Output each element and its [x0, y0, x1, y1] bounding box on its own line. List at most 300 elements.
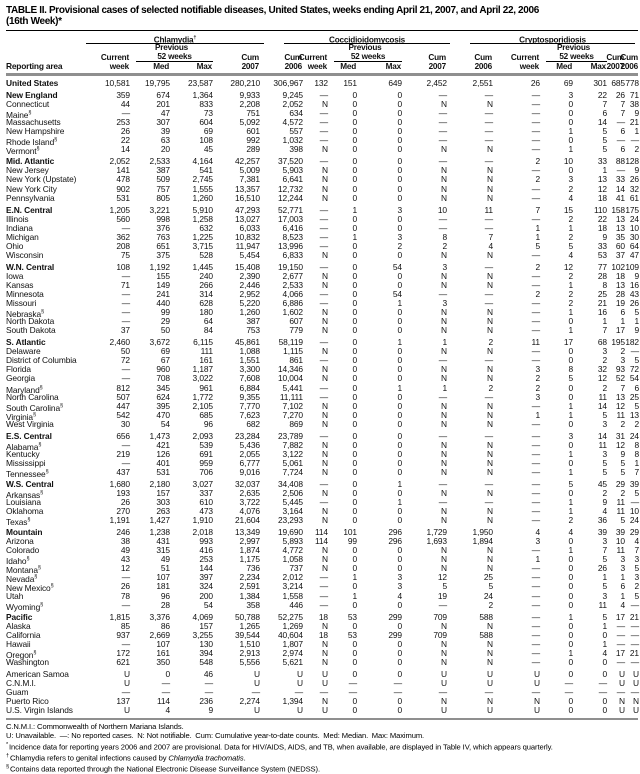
cell: 21 [629, 611, 639, 622]
cell: 0 [568, 439, 573, 450]
cell: 21 [597, 298, 607, 309]
cell: 0 [352, 497, 357, 508]
cell: 24 [629, 213, 639, 224]
footnote-text: Contains data reported through the National Electronic Disease Surveillance System (NEDSS). [9, 764, 320, 774]
cell: 2,997 [239, 536, 260, 547]
cell: N [487, 409, 493, 420]
cell: 1,555 [192, 183, 213, 194]
cell: 7 [634, 545, 639, 556]
cell: N [487, 696, 493, 707]
cell: 737 [289, 563, 303, 574]
cell: N [487, 279, 493, 290]
cell: 0 [568, 705, 573, 716]
cell: 937 [116, 629, 130, 640]
cell: — [484, 478, 493, 489]
cell: 5 [634, 355, 639, 366]
cell: 4 [634, 536, 639, 547]
cell: U [487, 677, 493, 688]
cell: 15 [563, 204, 573, 215]
cell: — [531, 400, 540, 411]
cell: 478 [116, 174, 130, 185]
row-label [6, 658, 94, 667]
cell: — [531, 629, 540, 640]
cell: 11 [598, 391, 607, 402]
cell: 359 [116, 90, 130, 101]
cell: 1,175 [239, 554, 260, 565]
cell: U [254, 677, 260, 688]
cell: — [531, 355, 540, 366]
cell: 3 [568, 430, 573, 441]
cell: 395 [156, 400, 170, 411]
cell: 69 [160, 346, 170, 357]
cell: — [319, 213, 328, 224]
cell: 5,092 [239, 117, 260, 128]
column-header-max [573, 62, 607, 71]
row-label [6, 100, 94, 109]
cell: 69 [563, 78, 573, 88]
column-header-2007 [402, 62, 447, 71]
cell: 4 [602, 647, 607, 658]
cell: 6,884 [239, 382, 260, 393]
cell: 1 [535, 222, 540, 233]
cell: 0 [397, 192, 402, 203]
cell: 5,445 [282, 497, 303, 508]
footnote-provisional [6, 741, 634, 752]
cell: N [441, 99, 447, 110]
row-label [6, 194, 94, 203]
cell: 4 [568, 249, 573, 260]
cell: 1 [634, 316, 639, 327]
cell: 685 [611, 78, 625, 88]
row-label [6, 601, 94, 612]
cell: 25 [597, 289, 607, 300]
column-header-2007-label: 2007 [606, 62, 624, 71]
cell: 14,346 [277, 364, 303, 375]
cell: 0 [352, 418, 357, 429]
cell: — [438, 391, 447, 402]
cell: 0 [568, 554, 573, 565]
column-header-current [493, 52, 540, 62]
cell: 1,258 [192, 213, 213, 224]
column-group-sup: † [193, 35, 197, 41]
cell: 155 [156, 270, 170, 281]
row-label [6, 468, 94, 479]
cell: 29 [160, 316, 170, 327]
cell: 539 [199, 439, 213, 450]
column-group-label: Cryptosporidiosis [519, 35, 586, 45]
cell: N [487, 307, 493, 318]
cell: 22 [597, 213, 607, 224]
cell: 7,724 [282, 466, 303, 477]
cell: 47 [629, 249, 639, 260]
cell: 37 [615, 249, 625, 260]
cell: — [204, 687, 213, 697]
cell: 560 [116, 213, 130, 224]
cell: — [484, 135, 493, 146]
cell: 1,894 [472, 536, 493, 547]
column-header-max-label: Max [196, 62, 212, 71]
cell: 1 [535, 554, 540, 565]
cell: — [319, 590, 328, 601]
row-label [6, 145, 94, 156]
cell: — [531, 307, 540, 318]
cell: 17 [615, 611, 625, 622]
cell: 362 [116, 231, 130, 242]
cell: — [531, 192, 540, 203]
cell: 26 [120, 497, 130, 508]
cell: N [534, 696, 540, 707]
row-label-text: E.S. Central [6, 430, 52, 441]
cell: 22 [597, 90, 607, 101]
cell: 23,293 [277, 515, 303, 526]
cell: 6,886 [282, 298, 303, 309]
cell: 2,208 [239, 99, 260, 110]
cell: 17 [615, 647, 625, 658]
row-label-text: Wyoming [6, 601, 41, 612]
cell: N [441, 174, 447, 185]
cell: — [348, 677, 357, 688]
cell: 0 [397, 325, 402, 336]
cell: 5 [634, 400, 639, 411]
cell: 2,591 [239, 581, 260, 592]
column-header-2006 [447, 62, 493, 71]
cell: — [484, 355, 493, 366]
cell: 0 [352, 705, 357, 716]
cell: 10 [615, 536, 625, 547]
cell: 0 [352, 165, 357, 176]
row-label-text: Delaware [6, 346, 41, 357]
cell: 0 [397, 599, 402, 610]
cell: 1 [602, 620, 607, 631]
cell: 126 [156, 448, 170, 459]
cell: 2,105 [192, 400, 213, 411]
cell: N [441, 506, 447, 517]
cell: 2 [568, 270, 573, 281]
cell: 12 [597, 183, 607, 194]
cell: 11 [616, 545, 625, 556]
cell: 5 [488, 581, 493, 592]
cell: 93 [615, 364, 625, 375]
cell: 0 [352, 581, 357, 592]
row-label-sup: § [26, 556, 30, 563]
cell: 4 [397, 590, 402, 601]
cell: 33 [615, 174, 625, 185]
cell: 9 [634, 325, 639, 336]
cell: 993 [199, 536, 213, 547]
cell: 437 [116, 466, 130, 477]
cell: 200 [199, 590, 213, 601]
cell: 12 [597, 373, 607, 384]
cell: 2 [488, 337, 493, 348]
cell: — [616, 629, 625, 640]
cell: 17 [563, 337, 573, 348]
cell: N [487, 457, 493, 468]
cell: 25 [483, 572, 493, 583]
cell: 18 [597, 222, 607, 233]
cell: 632 [199, 222, 213, 233]
cell: 0 [352, 90, 357, 101]
cell: 2 [488, 382, 493, 393]
table-body [6, 79, 640, 715]
cell: 1,729 [426, 527, 447, 538]
cell: U [297, 705, 303, 716]
cell: 757 [156, 183, 170, 194]
cell: 4 [165, 705, 170, 716]
cell: 3 [602, 346, 607, 357]
title-divider [6, 30, 638, 31]
column-header-max-label: Max [385, 62, 401, 71]
footnotes [6, 723, 634, 774]
cell: — [319, 135, 328, 146]
cell: N [322, 409, 328, 420]
cell: — [484, 430, 493, 441]
row-label-text: Illinois [6, 213, 29, 224]
row-label-text: Mississippi [6, 457, 46, 468]
cell: 13 [615, 213, 625, 224]
column-header-week-label: week [307, 62, 327, 71]
cell: 0 [568, 108, 573, 119]
cell: — [438, 430, 447, 441]
cell: N [487, 620, 493, 631]
cell: 1,205 [109, 204, 130, 215]
row-label-sup: § [54, 137, 58, 144]
cell: 45,861 [234, 337, 260, 348]
cell: 0 [352, 156, 357, 167]
cell: 0 [397, 135, 402, 146]
cell: 39 [629, 478, 639, 489]
cell: 19,690 [277, 527, 303, 538]
cell: 157 [199, 620, 213, 631]
column-header-2006-label: 2006 [620, 62, 638, 71]
cell: 0 [568, 563, 573, 574]
cell: 0 [397, 249, 402, 260]
row-label [6, 706, 94, 715]
cell: 26 [530, 78, 540, 88]
cell: 0 [568, 638, 573, 649]
column-header-med [130, 62, 170, 71]
cell: 24 [629, 515, 639, 526]
cell: 33 [597, 240, 607, 251]
cell: 1 [620, 572, 625, 583]
cell: — [438, 156, 447, 167]
cell: — [616, 620, 625, 631]
row-label [6, 432, 94, 441]
cell: 0 [602, 696, 607, 707]
cell: 0 [397, 696, 402, 707]
cell: 0 [397, 108, 402, 119]
table-title-line1: TABLE II. Provisional cases of selected notifiable diseases, United States, weeks ending April 21, 2007, and April 22, 2006 [6, 5, 539, 16]
cell: 401 [156, 457, 170, 468]
cell: 5 [634, 590, 639, 601]
cell: 601 [246, 126, 260, 137]
cell: N [441, 448, 447, 459]
cell: 72 [120, 355, 130, 366]
cell: 19 [615, 298, 625, 309]
cell: 0 [568, 135, 573, 146]
column-header-med-label: Med [340, 62, 356, 71]
cell: 998 [156, 213, 170, 224]
cell: 0 [568, 581, 573, 592]
cell: 2 [568, 213, 573, 224]
cell: 128 [625, 156, 639, 167]
row-label-text: New York (Upstate) [6, 174, 77, 185]
cell: 1 [352, 572, 357, 583]
header-divider [6, 73, 638, 76]
cell: 5 [602, 135, 607, 146]
cell: 3 [602, 448, 607, 459]
cell: 0 [397, 638, 402, 649]
cell: — [319, 222, 328, 233]
cell: 0 [397, 213, 402, 224]
table-section [6, 670, 640, 715]
cell: 0 [397, 620, 402, 631]
cell: U [441, 668, 447, 679]
cell: 182 [625, 337, 639, 348]
cell: 2 [535, 174, 540, 185]
row-label [6, 507, 94, 516]
cell: N [441, 545, 447, 556]
cell: 1,088 [239, 346, 260, 357]
table-section [6, 263, 640, 335]
cell: 299 [388, 629, 402, 640]
cell: 9 [620, 448, 625, 459]
cell: N [487, 563, 493, 574]
cell: — [319, 126, 328, 137]
cell: 2 [535, 289, 540, 300]
cell: N [441, 373, 447, 384]
cell: N [322, 448, 328, 459]
cell: — [531, 647, 540, 658]
row-label-sup: § [37, 565, 41, 572]
cell: 0 [568, 418, 573, 429]
cell: 0 [352, 126, 357, 137]
cell: — [319, 298, 328, 309]
cell: 7 [602, 99, 607, 110]
cell: 11 [598, 439, 607, 450]
cell: 1 [352, 204, 357, 215]
cell: — [531, 126, 540, 137]
cell: 5 [602, 611, 607, 622]
cell: 3,672 [149, 337, 170, 348]
cell: 0 [352, 668, 357, 679]
cell: N [322, 515, 328, 526]
row-label-text: Minnesota [6, 289, 44, 300]
cell: N [441, 279, 447, 290]
cell: 0 [397, 506, 402, 517]
cell: 2 [568, 231, 573, 242]
cell: 5 [602, 554, 607, 565]
cell: 4,772 [282, 545, 303, 556]
cell: N [441, 457, 447, 468]
cell: 149 [156, 279, 170, 290]
cell: 548 [199, 656, 213, 667]
cell: 13 [615, 279, 625, 290]
cell: 193 [116, 488, 130, 499]
cell: 4 [488, 240, 493, 251]
cell: 12 [563, 261, 573, 272]
cell: N [487, 515, 493, 526]
cell: 447 [116, 400, 130, 411]
row-label [6, 546, 94, 555]
cell: — [630, 497, 639, 508]
cell: 39 [615, 527, 625, 538]
cell: 2 [535, 156, 540, 167]
cell: 41 [615, 192, 625, 203]
cell: 0 [397, 99, 402, 110]
cell: 10 [629, 222, 639, 233]
cell: 674 [156, 90, 170, 101]
column-header-52weeks: 52 weeks [136, 52, 213, 62]
cell: 753 [246, 325, 260, 336]
cell: 0 [568, 391, 573, 402]
cell: 0 [568, 316, 573, 327]
row-label-text: Wisconsin [6, 249, 44, 260]
cell: N [441, 409, 447, 420]
cell: 266 [199, 279, 213, 290]
cell: — [438, 599, 447, 610]
cell: 0 [568, 165, 573, 176]
cell: — [531, 545, 540, 556]
cell: 15,408 [234, 261, 260, 272]
cell: 531 [116, 192, 130, 203]
cell: — [630, 135, 639, 146]
cell: 0 [397, 400, 402, 411]
cell: 306,967 [273, 78, 303, 88]
cell: 43 [120, 554, 130, 565]
cell: 2,460 [109, 337, 130, 348]
column-header-max-label: Max [590, 62, 606, 71]
row-label-text: Nebraska [6, 308, 42, 319]
cell: 38 [120, 536, 130, 547]
cell: 1,225 [192, 231, 213, 242]
cell: 2 [535, 382, 540, 393]
cell: — [393, 687, 402, 697]
cell: 5 [602, 581, 607, 592]
cell: 5 [568, 373, 573, 384]
cell: 49 [160, 554, 170, 565]
column-header-cum-label: Cum [428, 53, 446, 62]
cell: 6,033 [239, 222, 260, 233]
cell: 2,274 [239, 696, 260, 707]
row-label-text: Washington [6, 656, 49, 667]
cell: 36 [597, 515, 607, 526]
row-label-text: Kansas [6, 279, 34, 290]
cell: — [121, 638, 130, 649]
cell: 2,446 [239, 279, 260, 290]
cell: 607 [289, 316, 303, 327]
cell: 1 [397, 478, 402, 489]
column-header-2006 [620, 62, 639, 71]
cell: 9,245 [282, 90, 303, 101]
cell: 180 [199, 307, 213, 318]
cell: — [319, 261, 328, 272]
row-label-sup: § [38, 441, 42, 448]
cell: 0 [352, 270, 357, 281]
cell: 46 [203, 668, 213, 679]
cell: 37 [120, 325, 130, 336]
footnote-nedss [6, 763, 634, 774]
cell: U [441, 705, 447, 716]
cell: 0 [352, 337, 357, 348]
cell: 3,027 [192, 478, 213, 489]
cell: — [251, 687, 260, 697]
cell: — [319, 599, 328, 610]
row-label [6, 299, 94, 308]
cell: 13 [615, 391, 625, 402]
cell: 7,623 [239, 409, 260, 420]
cell: 0 [352, 373, 357, 384]
cell: 1 [568, 497, 573, 508]
